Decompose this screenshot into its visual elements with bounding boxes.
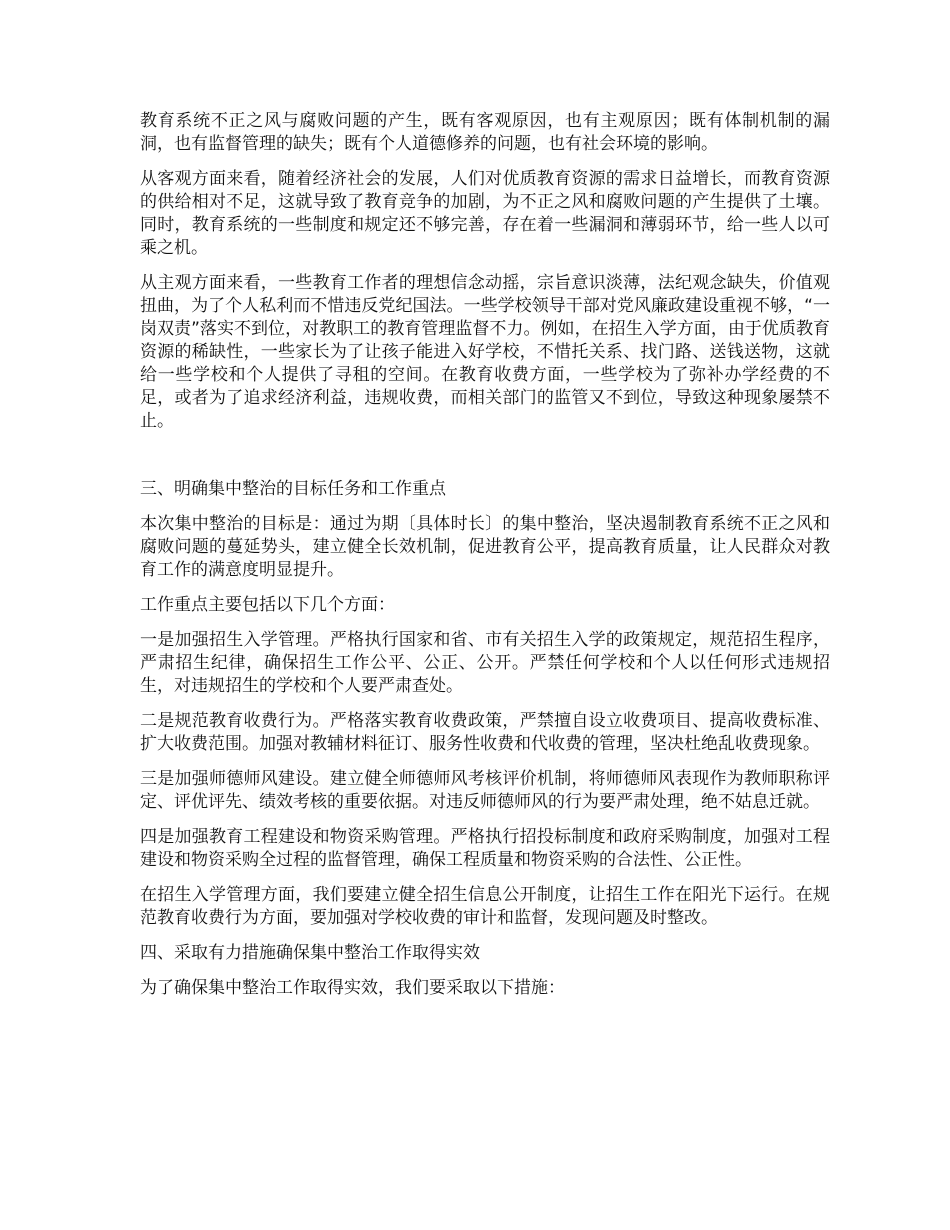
paragraph-goal: 本次集中整治的目标是：通过为期〔具体时长〕的集中整治，坚决遏制教育系统不正之风和腐败问题的蔓延势头，建立健全长效机制，促进教育公平，提高教育质量，让人民群众对教育工作的满意度明显提升。 bbox=[140, 514, 830, 580]
paragraph-objective-causes: 从客观方面来看，随着经济社会的发展，人们对优质教育资源的需求日益增长，而教育资源的供给相对不足，这就导致了教育竞争的加剧，为不正之风和腐败问题的产生提供了土壤。同时，教育系统的一些制度和规定还不够完善，存在着一些漏洞和薄弱环节，给一些人以可乘之机。 bbox=[140, 169, 830, 258]
paragraph-focus-admission: 一是加强招生入学管理。严格执行国家和省、市有关招生入学的政策规定，规范招生程序，严肃招生纪律，确保招生工作公平、公正、公开。严禁任何学校和个人以任何形式违规招生，对违规招生的学校和个人要严肃查处。 bbox=[140, 630, 830, 696]
section-heading-3: 三、明确集中整治的目标任务和工作重点 bbox=[140, 479, 446, 499]
section-heading-4: 四、采取有力措施确保集中整治工作取得实效 bbox=[140, 943, 480, 963]
paragraph-admission-transparency: 在招生入学管理方面，我们要建立健全招生信息公开制度，让招生工作在阳光下运行。在规范教育收费行为方面，要加强对学校收费的审计和监督，发现问题及时整改。 bbox=[140, 885, 830, 928]
paragraph-measures-intro: 为了确保集中整治工作取得实效，我们要采取以下措施： bbox=[140, 978, 565, 998]
section-spacer bbox=[140, 445, 830, 478]
paragraph-causes-intro: 教育系统不正之风与腐败问题的产生，既有客观原因，也有主观原因；既有体制机制的漏洞，也有监督管理的缺失；既有个人道德修养的问题，也有社会环境的影响。 bbox=[140, 111, 830, 154]
paragraph-focus-fees: 二是规范教育收费行为。严格落实教育收费政策，严禁擅自设立收费项目、提高收费标准、扩大收费范围。加强对教辅材料征订、服务性收费和代收费的管理，坚决杜绝乱收费现象。 bbox=[140, 711, 830, 754]
paragraph-subjective-causes: 从主观方面来看，一些教育工作者的理想信念动摇，宗旨意识淡薄，法纪观念缺失，价值观扭曲，为了个人私利而不惜违反党纪国法。一些学校领导干部对党风廉政建设重视不够，“一岗双责”落实不到位，对教职工的教育管理监督不力。例如，在招生入学方面，由于优质教育资源的稀缺性，一些家长为了让孩子能进入好学校，不惜托关系、找门路、送钱送物，这就给一些学校和个人提供了寻租的空间。在教育收费方面，一些学校为了弥补办学经费的不足，或者为了追求经济利益，违规收费，而相关部门的监管又不到位，导致这种现象屡禁不止。 bbox=[140, 273, 830, 431]
paragraph-focus-ethics: 三是加强师德师风建设。建立健全师德师风考核评价机制，将师德师风表现作为教师职称评定、评优评先、绩效考核的重要依据。对违反师德师风的行为要严肃处理，绝不姑息迁就。 bbox=[140, 769, 830, 812]
paragraph-focus-intro: 工作重点主要包括以下几个方面： bbox=[140, 595, 395, 615]
paragraph-focus-procurement: 四是加强教育工程建设和物资采购管理。严格执行招投标制度和政府采购制度，加强对工程建设和物资采购全过程的监督管理，确保工程质量和物资采购的合法性、公正性。 bbox=[140, 827, 830, 870]
document-page bbox=[140, 110, 830, 1012]
